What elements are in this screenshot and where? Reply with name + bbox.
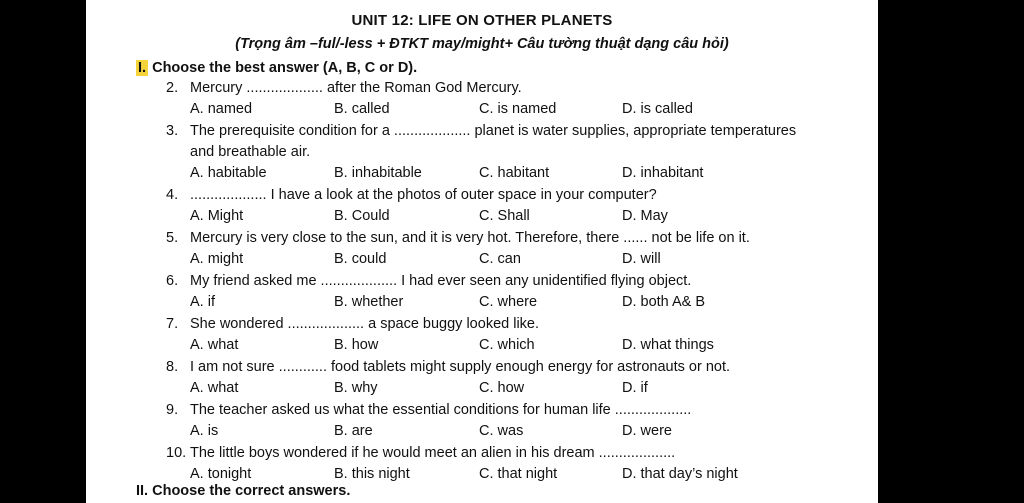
option-a: A. Might [190, 208, 244, 224]
question-text: The prerequisite condition for a ................... planet is water supplies, appropriate temperatures [190, 123, 797, 139]
question-number: 3. [166, 123, 179, 139]
option-c: C. can [479, 251, 521, 267]
question-number: 7. [166, 316, 179, 332]
question-number: 2. [166, 80, 179, 96]
option-c: C. where [479, 294, 538, 310]
option-d: D. will [622, 251, 661, 267]
question-text: My friend asked me ................... I had ever seen any unidentified flying object. [190, 273, 692, 289]
page-title: UNIT 12: LIFE ON OTHER PLANETS [351, 12, 613, 29]
option-a: A. what [190, 337, 239, 353]
option-b: B. this night [334, 466, 410, 482]
option-a: A. might [190, 251, 244, 267]
option-c: C. how [479, 380, 525, 396]
section-1-number: I. [138, 60, 147, 76]
question-text: The teacher asked us what the essential conditions for human life ................... [190, 402, 692, 418]
page-subtitle: (Trọng âm –ful/-less + ĐTKT may/might+ Câu tường thuật dạng câu hỏi) [235, 36, 729, 52]
option-d: D. if [622, 380, 648, 396]
question-text: ................... I have a look at the photos of outer space in your computer? [190, 187, 657, 203]
option-c: C. Shall [479, 208, 530, 224]
question-number: 6. [166, 273, 179, 289]
question-text: The little boys wondered if he would meet an alien in his dream ................... [190, 445, 676, 461]
option-b: B. whether [334, 294, 404, 310]
option-b: B. inhabitable [334, 165, 422, 181]
question-number: 10. [166, 445, 187, 461]
section-2-heading: II. Choose the correct answers. [136, 483, 351, 499]
option-d: D. were [622, 423, 672, 439]
question-number: 9. [166, 402, 179, 418]
question-number: 8. [166, 359, 179, 375]
option-c: C. was [479, 423, 524, 439]
question-text: She wondered ................... a space buggy looked like. [190, 316, 540, 332]
option-b: B. Could [334, 208, 390, 224]
option-a: A. is [190, 423, 219, 439]
question-text: Mercury ................... after the Roman God Mercury. [190, 80, 522, 96]
option-d: D. what things [622, 337, 714, 353]
option-b: B. how [334, 337, 379, 353]
option-b: B. called [334, 101, 390, 117]
section-1-text: Choose the best answer (A, B, C or D). [148, 60, 418, 76]
option-b: B. why [334, 380, 378, 396]
option-c: C. habitant [479, 165, 550, 181]
option-a: A. tonight [190, 466, 252, 482]
option-d: D. is called [622, 101, 693, 117]
option-c: C. that night [479, 466, 558, 482]
option-d: D. inhabitant [622, 165, 704, 181]
question-number: 4. [166, 187, 179, 203]
option-c: C. is named [479, 101, 557, 117]
option-a: A. habitable [190, 165, 267, 181]
option-b: B. are [334, 423, 373, 439]
question-text: and breathable air. [190, 144, 311, 160]
question-number: 5. [166, 230, 179, 246]
option-d: D. both A& B [622, 294, 706, 310]
worksheet-page [86, 0, 878, 503]
question-text: I am not sure ............ food tablets might supply enough energy for astronauts or not. [190, 359, 731, 375]
option-d: D. that day’s night [622, 466, 738, 482]
option-c: C. which [479, 337, 535, 353]
question-text: Mercury is very close to the sun, and it is very hot. Therefore, there ...... not be life on it. [190, 230, 750, 246]
section-1-heading [136, 60, 417, 76]
option-b: B. could [334, 251, 387, 267]
option-a: A. what [190, 380, 239, 396]
option-d: D. May [622, 208, 668, 224]
option-a: A. named [190, 101, 253, 117]
option-a: A. if [190, 294, 215, 310]
